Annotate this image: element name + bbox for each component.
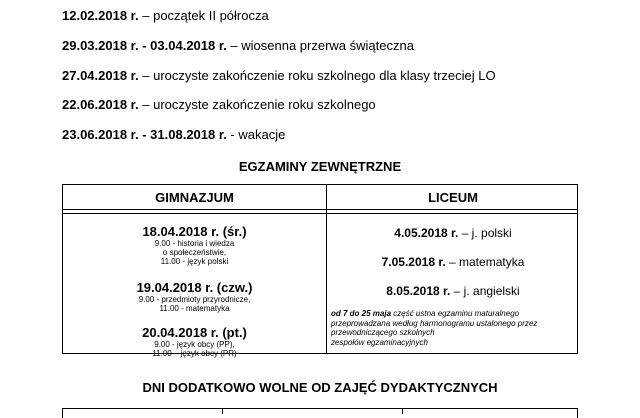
schedule-item (62, 97, 376, 112)
free-days-table (62, 408, 578, 418)
gim-exam-date: 19.04.2018 r. (czw.) (136, 280, 253, 295)
lic-exam-date: 7.05.2018 r. (381, 255, 446, 269)
schedule-desc: – wiosenna przerwa świąteczna (226, 38, 414, 53)
schedule-date: 23.06.2018 r. - 31.08.2018 r. (62, 127, 227, 142)
exams-heading: EGZAMINY ZEWNĘTRZNE (238, 159, 402, 174)
schedule-item (62, 68, 496, 83)
lic-exam-date: 4.05.2018 r. (394, 226, 459, 240)
table-column-divider (222, 408, 223, 414)
schedule-item (62, 38, 414, 53)
schedule-date: 12.02.2018 r. (62, 8, 139, 23)
schedule-desc: – uroczyste zakończenie roku szkolnego (138, 97, 376, 112)
oral-exam-note-line: zespołów egzaminacyjnych (331, 337, 428, 347)
gim-exam-date: 20.04.2018 r. (pt.) (142, 325, 247, 340)
gim-exam-line: 9.00 - przedmioty przyrodnicze, (138, 295, 251, 304)
table-column-divider (402, 408, 403, 414)
gim-exam-line: 11.00 – język obcy (PR) (152, 349, 237, 358)
exams-table (62, 184, 578, 358)
column-header-liceum: LICEUM (428, 190, 478, 205)
lic-exam-day (327, 226, 579, 240)
oral-exam-note (331, 309, 571, 347)
lic-exam-subject: – j. polski (458, 226, 512, 240)
gim-exam-line: 11.00 - język polski (160, 257, 229, 266)
schedule-date: 29.03.2018 r. - 03.04.2018 r. (62, 38, 227, 53)
oral-exam-note-line: przeprowadzana według harmonogramu ustalonego przez (331, 318, 538, 328)
lic-exam-date: 8.05.2018 r. (386, 284, 451, 298)
oral-exam-note-dates: od 7 do 25 maja (331, 309, 392, 318)
column-header-gimnazjum: GIMNAZJUM (155, 190, 234, 205)
schedule-desc: - wakacje (226, 127, 286, 142)
gim-exam-line: 9.00 - historia i wiedza (154, 239, 235, 248)
table-header-divider (63, 213, 577, 214)
lic-exam-subject: – j. angielski (450, 284, 520, 298)
oral-exam-note-line: przewodniczącego szkolnych (331, 328, 435, 337)
gim-exam-day (63, 325, 326, 358)
lic-exam-subject: – matematyka (445, 255, 525, 269)
table-column-divider (326, 185, 327, 353)
lic-exam-day (327, 255, 579, 269)
gim-exam-line: o społeczeństwie, (162, 248, 227, 257)
gim-exam-date: 18.04.2018 r. (śr.) (142, 224, 247, 239)
gim-exam-line: 9.00 - język obcy (PP), (154, 340, 235, 349)
gim-exam-day (63, 224, 326, 266)
lic-exam-day (327, 284, 579, 298)
schedule-desc: – początek II półrocza (138, 8, 269, 23)
gim-exam-day (63, 280, 326, 313)
table-header-divider (63, 209, 577, 210)
schedule-date: 22.06.2018 r. (62, 97, 139, 112)
free-days-heading: DNI DODATKOWO WOLNE OD ZAJĘĆ DYDAKTYCZNYCH (142, 380, 498, 395)
schedule-item (62, 127, 285, 142)
schedule-date: 27.04.2018 r. (62, 68, 139, 83)
gim-exam-line: 11.00 - matematyka (159, 304, 230, 313)
schedule-desc: – uroczyste zakończenie roku szkolnego dla klasy trzeciej LO (138, 68, 496, 83)
oral-exam-note-text: część ustna egzaminu maturalnego (391, 309, 520, 318)
schedule-item (62, 8, 269, 23)
